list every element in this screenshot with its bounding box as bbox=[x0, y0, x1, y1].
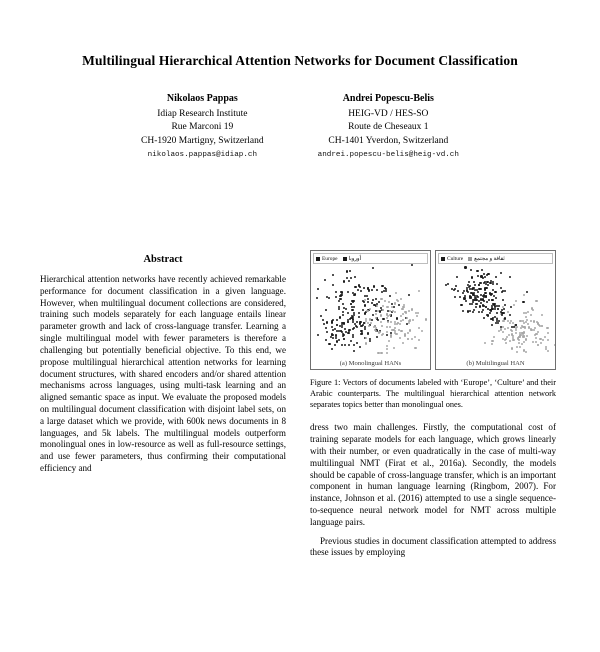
page-title: Multilingual Hierarchical Attention Networks for Document Classification bbox=[82, 53, 518, 68]
author-2-city: CH-1401 Yverdon, Switzerland bbox=[328, 135, 449, 146]
paper-page bbox=[0, 52, 600, 652]
legend-swatch-icon bbox=[343, 257, 347, 261]
legend-item-europe bbox=[316, 256, 338, 262]
legend-swatch-icon bbox=[468, 257, 472, 261]
abstract-paragraph: Hierarchical attention networks have recently achieved remarkable performance for document classification in a given language. However, when multilingual document collections are considered, training such models separately for each language entails linear parameter growth and lack of cross-language transfer. Learning a single multilingual model with fewer parameters is therefore a challenging but potentially beneficial objective. To this end, we propose multilingual hierarchical attention networks for learning document structures, with shared encoders and/or shared attention mechanisms across languages, using multi-task learning and an aligned semantic space as input. We evaluate the proposed models on multilingual document classification with disjoint label sets, on a large dataset which we provide, with 600k news documents in 8 languages, and 5k labels. The multilingual models outperform monolingual ones in low-resource as well as full-resource settings, and use fewer parameters, thus confirming their computational efficiency and bbox=[40, 274, 286, 473]
scatter-panel-monolingual bbox=[310, 250, 431, 370]
two-column-body bbox=[0, 248, 600, 652]
author-1-city: CH-1920 Martigny, Switzerland bbox=[141, 135, 264, 146]
legend-swatch-icon bbox=[316, 257, 320, 261]
legend-label-culture: Culture bbox=[447, 255, 464, 262]
author-2-street: Route de Cheseaux 1 bbox=[348, 122, 429, 133]
author-block bbox=[0, 92, 600, 161]
legend-item-culture bbox=[441, 256, 463, 262]
right-paragraph-1: dress two main challenges. Firstly, the computational cost of training separate models for each language, which grows linearly with their number, or even quadratically in the case of multi-way multilingual NMT (Firat et al., 2016a). Secondly, the models should be capable of cross-language transfer, which is an important component in human language learning (Ringbom, 2007). For instance, Johnson et al. (2016) attempted to use a single sequence-to-sequence neural network model for NMT across multiple language pairs. bbox=[310, 422, 556, 527]
figure-panels bbox=[310, 250, 556, 370]
figure-1-caption: Figure 1: Vectors of documents labeled with ‘Europe’, ‘Culture’ and their Arabic counterparts. The multilingual hierarchical attention network separates topics better than monolingual ones. bbox=[310, 378, 556, 409]
author-1 bbox=[141, 92, 264, 161]
panel-b-caption: (b) Multilingual HAN bbox=[466, 360, 525, 367]
legend-item-europe-ar bbox=[343, 256, 361, 262]
panel-a-points bbox=[311, 263, 431, 355]
author-2-email: andrei.popescu-belis@heig-vd.ch bbox=[317, 151, 459, 160]
right-column bbox=[310, 248, 556, 652]
legend-label-europe: Europe bbox=[322, 255, 338, 262]
legend-item-culture-ar bbox=[468, 256, 505, 262]
author-2-name: Andrei Popescu-Belis bbox=[342, 92, 434, 104]
panel-b-points bbox=[436, 263, 556, 355]
legend-label-europe-ar: أوروبا bbox=[348, 255, 362, 262]
figure-1 bbox=[310, 250, 556, 410]
column-spacer bbox=[310, 410, 556, 422]
abstract-heading: Abstract bbox=[143, 254, 183, 265]
legend-swatch-icon bbox=[441, 257, 445, 261]
author-1-name: Nikolaos Pappas bbox=[166, 92, 238, 104]
author-1-street: Rue Marconi 19 bbox=[171, 122, 234, 133]
author-1-affiliation: Idiap Research Institute bbox=[157, 108, 248, 119]
author-1-email: nikolaos.pappas@idiap.ch bbox=[147, 151, 258, 160]
author-2 bbox=[318, 92, 459, 161]
right-paragraph-2: Previous studies in document classification attempted to address these issues by employing bbox=[310, 535, 556, 558]
left-column bbox=[40, 248, 286, 652]
author-2-affiliation: HEIG-VD / HES-SO bbox=[348, 108, 429, 119]
panel-a-caption: (a) Monolingual HANs bbox=[339, 360, 402, 367]
legend-label-culture-ar: ثقافة و مجتمع bbox=[474, 255, 505, 262]
scatter-panel-multilingual bbox=[435, 250, 556, 370]
